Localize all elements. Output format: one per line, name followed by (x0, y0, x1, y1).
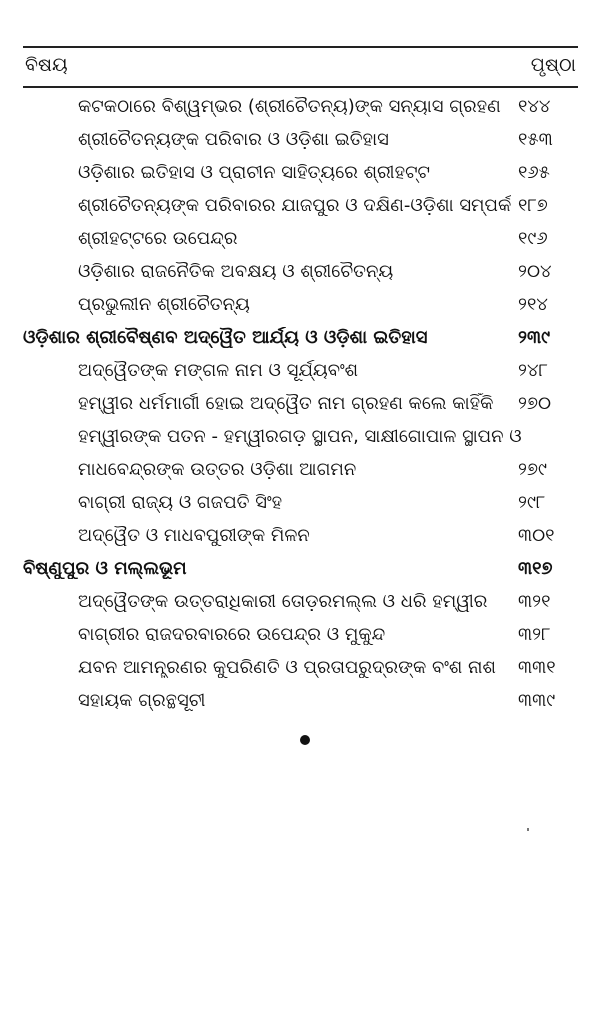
toc-section-entry (0, 556, 600, 589)
toc-section-page: ୩୧୭ (518, 558, 553, 579)
toc-entry-page: ୧୮୭ (518, 195, 548, 216)
toc-entry-page: ୨୯୮ (518, 492, 546, 513)
toc-entry-title: ପ୍ରଭୁଲୀନ ଶ୍ରୀଚୈତନ୍ୟ (78, 294, 250, 315)
toc-entry-title: ବାଗ୍ରୀର ରାଜଦରବାରରେ ଉପେନ୍ଦ୍ର ଓ ମୁକୁନ୍ଦ (78, 624, 386, 645)
toc-entry-title: ଶ୍ରୀହଟ୍ଟରେ ଉପେନ୍ଦ୍ର (78, 228, 238, 249)
toc-entry-title: ଓଡ଼ିଶାର ରାଜନୈତିକ ଅବକ୍ଷୟ ଓ ଶ୍ରୀଚୈତନ୍ୟ (78, 261, 394, 282)
toc-entry-page: ୨୧୪ (518, 294, 548, 315)
toc-entry-title: ମାଧବେନ୍ଦ୍ରଙ୍କ ଉତ୍ତର ଓଡ଼ିଶା ଆଗମନ (78, 459, 357, 480)
toc-entry-title: ଶ୍ରୀଚୈତନ୍ୟଙ୍କ ପରିବାର ଓ ଓଡ଼ିଶା ଇତିହାସ (78, 129, 389, 150)
toc-list (0, 94, 600, 721)
toc-section-page: ୨୩୯ (518, 327, 551, 348)
toc-entry-title: ଯବନ ଆମନ୍ତ୍ରଣର କୁପରିଣତି ଓ ପ୍ରତାପରୁଦ୍ରଙ୍କ ବଂଶ ନାଶ (78, 657, 496, 678)
toc-entry (0, 391, 600, 424)
toc-section-title: ଓଡ଼ିଶାର ଶ୍ରୀବୈଷ୍ଣବ ଅଦ୍ୱୈତ ଆର୍ଯ୍ୟ ଓ ଓଡ଼ିଶା ଇତିହାସ (23, 327, 428, 348)
toc-entry (0, 358, 600, 391)
toc-entry (0, 226, 600, 259)
toc-entry-title: ଓଡ଼ିଶାର ଇତିହାସ ଓ ପ୍ରାଚୀନ ସାହିତ୍ୟରେ ଶ୍ରୀହଟ୍ଟ (78, 162, 431, 183)
toc-entry-page: ୧୪୪ (518, 96, 551, 117)
toc-entry-title: ହମ୍ୱୀର ଧର୍ମମାର୍ଗୀ ହୋଇ ଅଦ୍ୱୈତ ନାମ ଗ୍ରହଣ କଲେ କାହିଁକି (78, 393, 494, 414)
toc-entry-title: ହମ୍ୱୀରଙ୍କ ପତନ - ହମ୍ୱୀରଗଡ଼ ସ୍ଥାପନ, ସାକ୍ଷୀଗୋପାଳ ସ୍ଥାପନ ଓ (78, 426, 522, 447)
toc-entry (0, 457, 600, 490)
header-bottom-rule (23, 86, 578, 88)
end-bullet-icon (300, 735, 310, 745)
toc-entry-title: ଅଦ୍ୱୈତଙ୍କ ମଙ୍ଗଳ ନାମ ଓ ସୂର୍ଯ୍ୟବଂଶ (78, 360, 359, 381)
toc-section-entry (0, 325, 600, 358)
toc-entry (0, 688, 600, 721)
toc-entry-page: ୨୭୦ (518, 393, 552, 414)
toc-entry-title: ଶ୍ରୀଚୈତନ୍ୟଙ୍କ ପରିବାରର ଯାଜପୁର ଓ ଦକ୍ଷିଣ-ଓଡ଼ିଶା ସମ୍ପର୍କ (78, 195, 512, 216)
toc-entry (0, 160, 600, 193)
toc-entry-title: ସହାୟକ ଗ୍ରନ୍ଥସୂଚୀ (78, 690, 206, 711)
toc-entry (0, 655, 600, 688)
toc-entry-page: ୩୩୯ (518, 690, 556, 711)
toc-entry (0, 589, 600, 622)
toc-entry-title: ଅଦ୍ୱୈତ ଓ ମାଧବପୁରୀଙ୍କ ମିଳନ (78, 525, 310, 546)
toc-entry-title: ବାଗ୍ରୀ ରାଜ୍ୟ ଓ ଗଜପତି ସିଂହ (78, 492, 283, 513)
toc-entry (0, 424, 600, 457)
toc-entry (0, 523, 600, 556)
toc-entry-page: ୨୭୯ (518, 459, 547, 480)
toc-section-title: ବିଷ୍ଣୁପୁର ଓ ମଲ୍ଲଭୂମ (23, 558, 187, 579)
header-top-rule (23, 46, 578, 48)
page-column-label: ପୃଷ୍ଠା (530, 54, 576, 76)
subject-column-label: ବିଷୟ (25, 54, 68, 76)
toc-entry (0, 622, 600, 655)
toc-entry-page: ୨୪୮ (518, 360, 548, 381)
toc-entry-page: ୩୨୮ (518, 624, 551, 645)
toc-entry-page: ୩୨୧ (518, 591, 551, 612)
print-speck (527, 828, 529, 831)
toc-entry-page: ୩୦୧ (518, 525, 555, 546)
toc-header (23, 52, 578, 82)
toc-entry (0, 193, 600, 226)
toc-entry-title: କଟକଠାରେ ବିଶ୍ୱମ୍ଭର (ଶ୍ରୀଚୈତନ୍ୟ)ଙ୍କ ସନ୍ୟାସ ଗ୍ରହଣ (78, 96, 501, 117)
toc-entry (0, 490, 600, 523)
toc-entry-page: ୨୦୪ (518, 261, 552, 282)
toc-entry (0, 127, 600, 160)
toc-entry (0, 94, 600, 127)
toc-entry (0, 259, 600, 292)
toc-entry-page: ୧୯୬ (518, 228, 548, 249)
toc-entry-page: ୧୫୩ (518, 129, 553, 150)
toc-entry (0, 292, 600, 325)
toc-entry-title: ଅଦ୍ୱୈତଙ୍କ ଉତ୍ତରାଧିକାରୀ ତୋଡ଼ରମଲ୍ଲ ଓ ଧରି ହମ୍ୱୀର (78, 591, 488, 612)
toc-entry-page: ୧୬୫ (518, 162, 550, 183)
toc-entry-page: ୩୩୧ (518, 657, 556, 678)
